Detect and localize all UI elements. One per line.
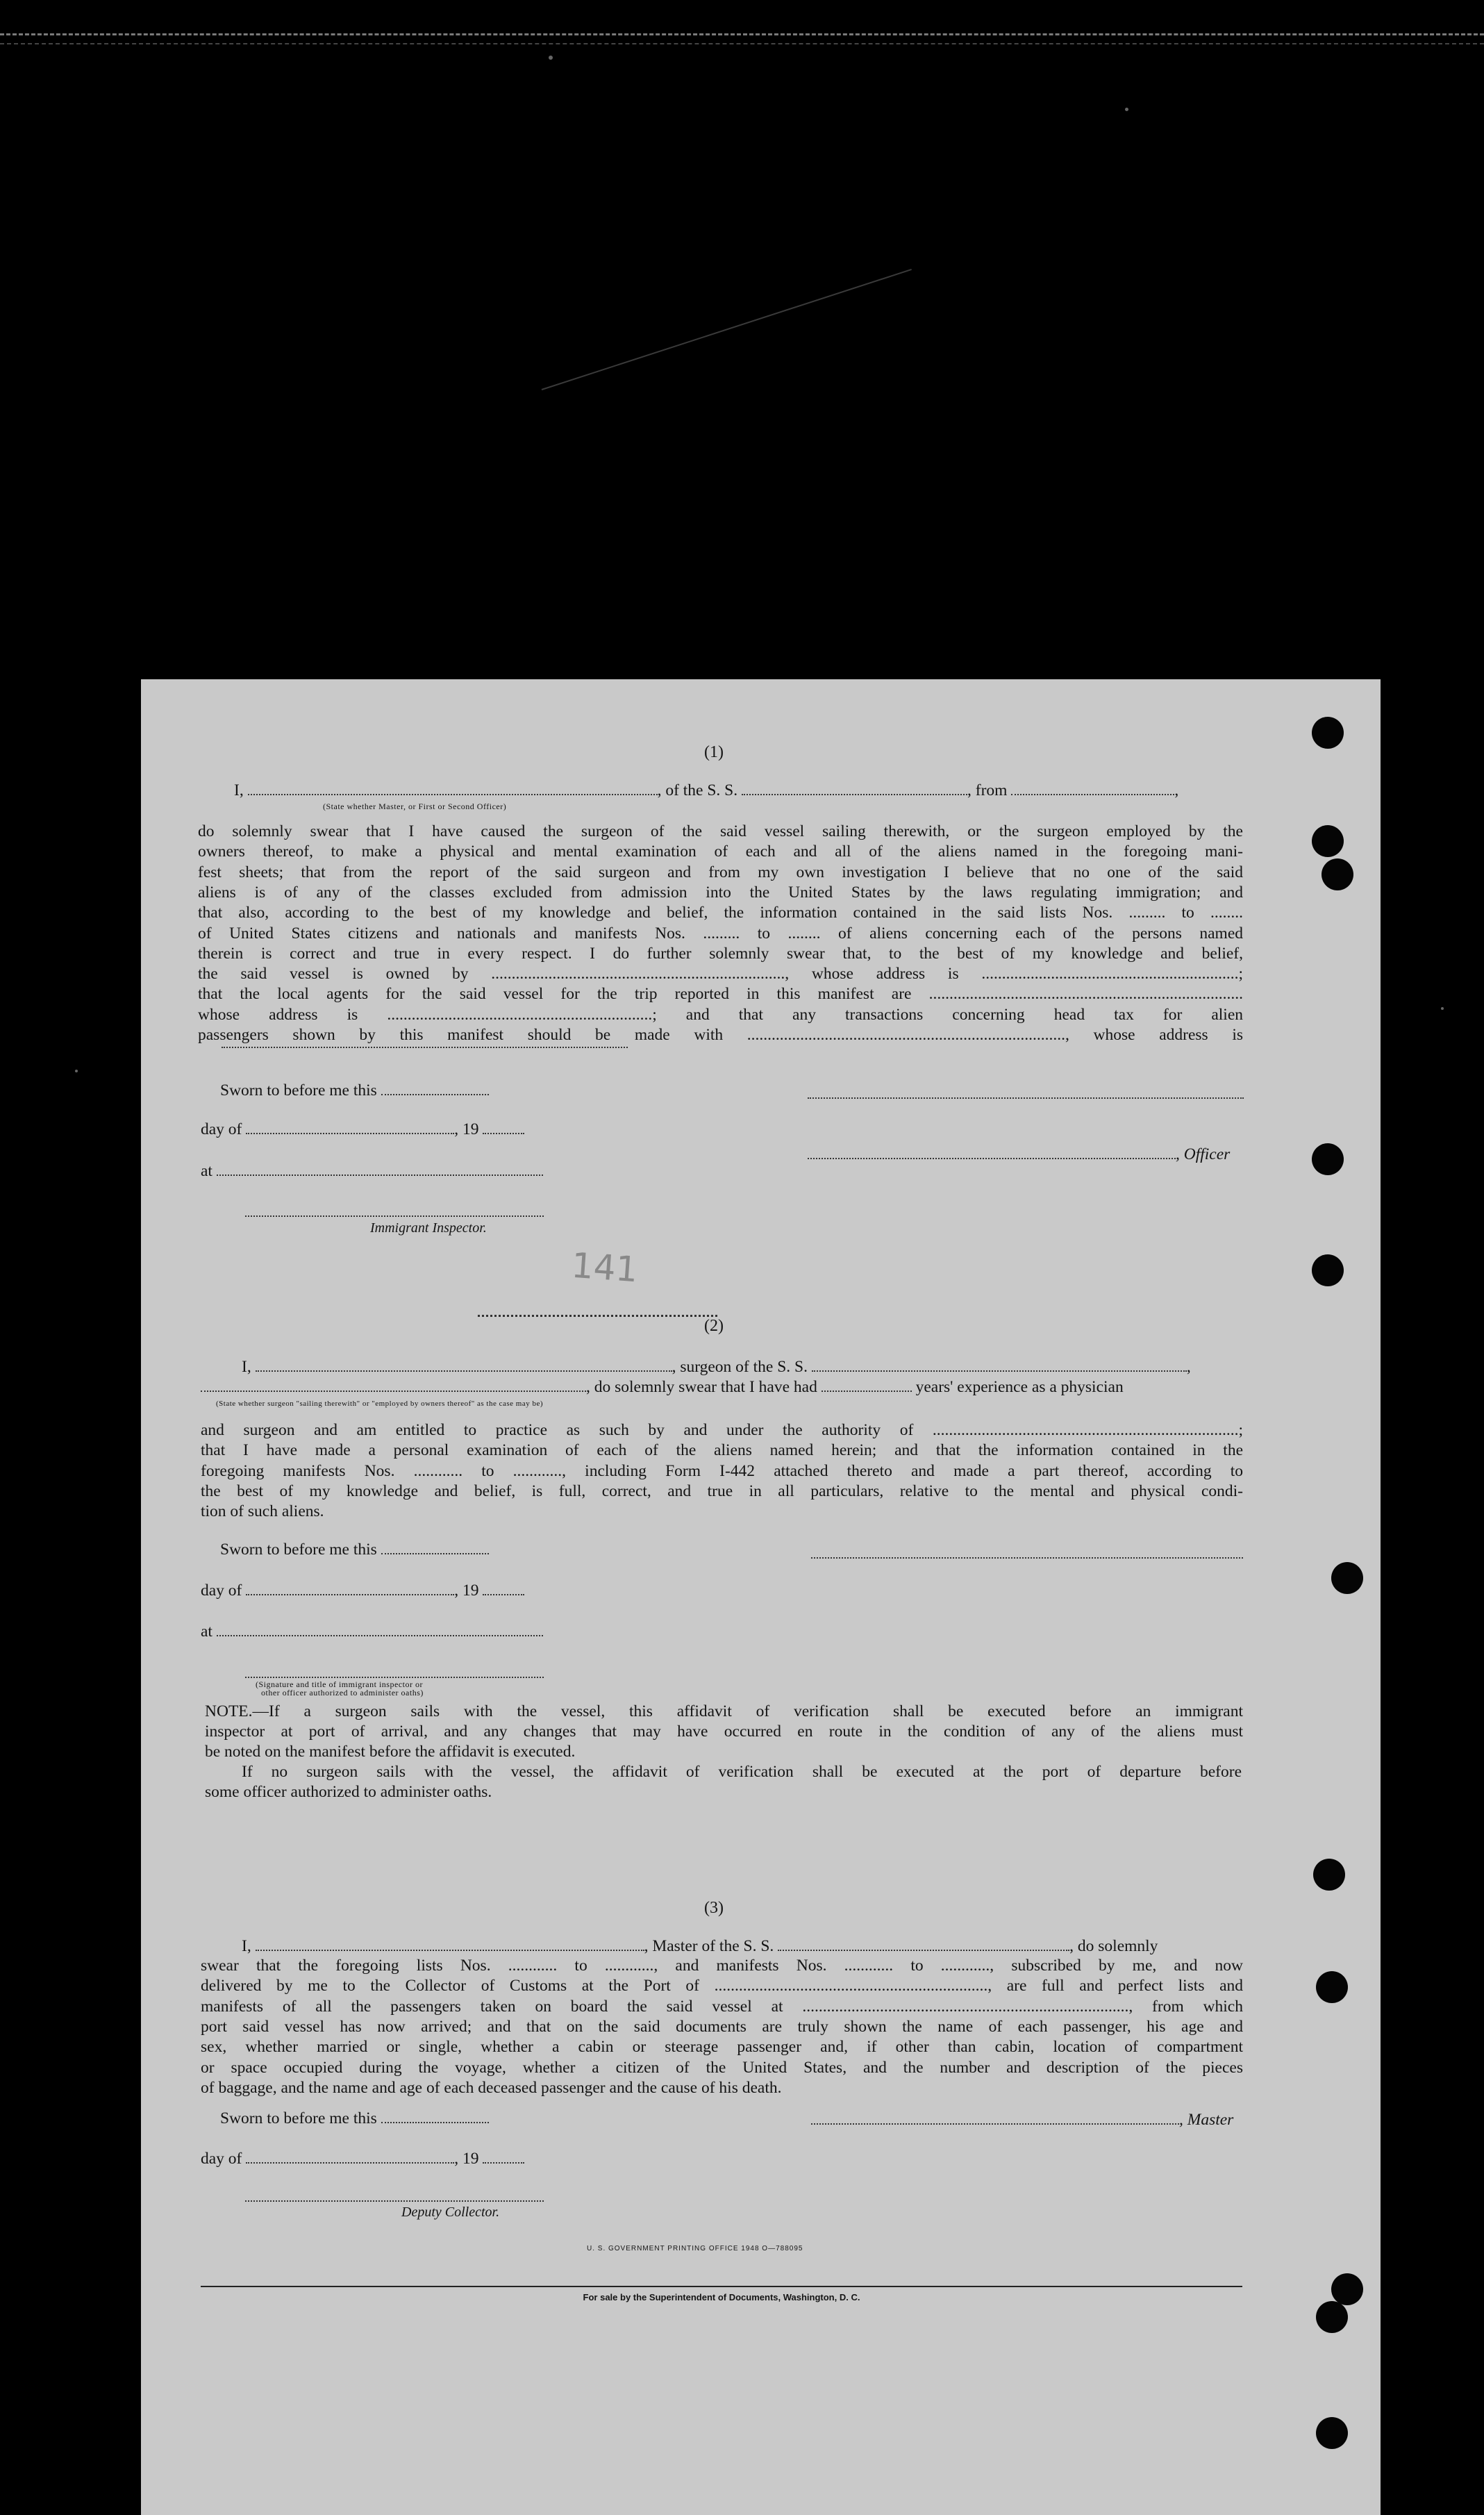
- master-line: [811, 2110, 1233, 2130]
- text: Sworn to before me this: [220, 1081, 377, 1099]
- film-speck: [1125, 108, 1128, 111]
- text: I,: [242, 1358, 251, 1376]
- binder-hole: [1312, 717, 1344, 749]
- text: day of: [201, 2150, 242, 2168]
- body-line: aliens is of any of the classes excluded from admission into the United States by the laws regulating immigration; and: [198, 883, 1243, 902]
- body-line: fest sheets; that from the report of the said surgeon and from my own investigation I believe that no one of the said: [198, 863, 1243, 881]
- note-2-last: some officer authorized to administer oaths.: [205, 1783, 492, 1801]
- binder-hole: [1312, 1254, 1344, 1286]
- blank-field: [1011, 783, 1174, 795]
- inspector-signature-line: [245, 1215, 544, 1217]
- text: ,: [1186, 1358, 1191, 1376]
- binder-hole: [1312, 825, 1344, 857]
- blank-field: [742, 783, 967, 795]
- blank-field: [256, 1359, 672, 1372]
- blank-field: [246, 1583, 454, 1595]
- text: , do solemnly swear that I have had: [586, 1378, 817, 1396]
- blank-field: [778, 1939, 1069, 1951]
- blank-field: [381, 2111, 489, 2123]
- section-3-line1: [242, 1936, 1158, 1957]
- film-scratch: [542, 269, 912, 390]
- text: , 19: [454, 2150, 479, 2168]
- printer-line: U. S. GOVERNMENT PRINTING OFFICE 1948 O—788095: [587, 2245, 803, 2252]
- day-line-2: [201, 1581, 524, 1601]
- section-3-body-last: of baggage, and the name and age of each deceased passenger and the cause of his death.: [201, 2079, 782, 2097]
- text: , Officer: [1176, 1145, 1231, 1163]
- binder-hole: [1331, 2273, 1363, 2305]
- body-line: that I have made a personal examination of each of the aliens named herein; and that the information contained in the: [201, 1441, 1243, 1460]
- affidavit-page: [141, 679, 1381, 2515]
- body-line: therein is correct and true in every respect. I do further solemnly swear that, to the best of my knowledge and belief,: [198, 944, 1243, 963]
- body-line: owners thereof, to make a physical and mental examination of each and all of the aliens named in the foregoing mani-: [198, 843, 1243, 861]
- binder-hole: [1316, 2417, 1348, 2449]
- body-line: foregoing manifests Nos. ............ to ............, including Form I-442 attached thereto and made a part thereof, according to: [201, 1461, 1243, 1480]
- day-line-3: [201, 2149, 524, 2169]
- master-caption: (State whether Master, or First or Second Officer): [323, 802, 507, 811]
- binder-hole: [1331, 1562, 1363, 1594]
- blank-field: [808, 1147, 1176, 1159]
- at-line-1: [201, 1161, 543, 1181]
- body-line: manifests of all the passengers taken on board the said vessel at ................................................................................, from which: [201, 1997, 1243, 2016]
- blank-field: [483, 2151, 524, 2164]
- body-line: sex, whether married or single, whether a cabin or steerage passenger and, if other than cabin, location of compartment: [201, 2038, 1243, 2057]
- binder-hole: [1316, 2301, 1348, 2333]
- text: , of the S. S.: [657, 781, 738, 799]
- section-1-line1: [234, 781, 1178, 801]
- signature-line: [811, 1557, 1243, 1559]
- body-line: port said vessel has now arrived; and that on the said documents are truly shown the name of each passenger, his age and: [201, 2017, 1243, 2036]
- body-line: whose address is .................................................................; and that any transactions concerning head tax for alien: [198, 1005, 1243, 1024]
- section-1-address-blank: [222, 1034, 1254, 1054]
- body-line: that the local agents for the said vessel for the trip reported in this manifest are .............................................................................: [198, 985, 1243, 1004]
- blank-field: [256, 1939, 644, 1951]
- blank-field: [483, 1122, 524, 1134]
- blank-field: [483, 1583, 524, 1595]
- stamp-mark: 141: [570, 1245, 640, 1290]
- deputy-signature-line: [245, 2200, 544, 2202]
- text: at: [201, 1622, 212, 1641]
- text: day of: [201, 1582, 242, 1600]
- blank-field: [381, 1542, 489, 1554]
- film-speck: [75, 1070, 78, 1072]
- body-line: the best of my knowledge and belief, is full, correct, and true in all particulars, relative to the mental and physical condi-: [201, 1481, 1243, 1500]
- note-2: If no surgeon sails with the vessel, the affidavit of verification shall be executed at the port of departure before: [242, 1763, 1242, 1781]
- binder-hole: [1322, 858, 1353, 890]
- blank-field: [822, 1379, 912, 1392]
- blank-field: [246, 1122, 454, 1134]
- film-speck: [1441, 1007, 1444, 1010]
- film-speck: [549, 56, 553, 60]
- body-line: passengers shown by this manifest should be made with .............................................................................., whose address is: [198, 1026, 1243, 1044]
- film-edge-rule: [0, 33, 1484, 35]
- inspector-signature-line: [245, 1677, 544, 1678]
- sworn-line-1: [220, 1081, 489, 1101]
- text: at: [201, 1162, 212, 1180]
- text: ,: [1174, 781, 1179, 799]
- section-2-body-last: tion of such aliens.: [201, 1502, 324, 1520]
- day-line-1: [201, 1120, 524, 1140]
- text: , 19: [454, 1120, 479, 1138]
- text: , surgeon of the S. S.: [672, 1358, 808, 1376]
- section-2-line2: [201, 1377, 1124, 1397]
- blank-field: [811, 2112, 1179, 2125]
- blank-field: [246, 2151, 454, 2164]
- officer-line: [808, 1145, 1230, 1165]
- body-line: or space occupied during the voyage, whether a citizen of the United States, and the number and description of the pieces: [201, 2058, 1243, 2077]
- section-1-number: (1): [704, 743, 724, 761]
- body-line: do solemnly swear that I have caused the surgeon of the said vessel sailing therewith, or the surgeon employed by the: [198, 822, 1243, 840]
- footer-rule: [201, 2286, 1242, 2287]
- body-line: and surgeon and am entitled to practice as such by and under the authority of ...........................................................................;: [201, 1421, 1243, 1439]
- blank-field: [217, 1163, 543, 1176]
- blank-field: [222, 1036, 628, 1048]
- text: , 19: [454, 1582, 479, 1600]
- text: I,: [242, 1937, 251, 1955]
- binder-hole: [1316, 1971, 1348, 2003]
- text: , from: [967, 781, 1008, 799]
- binder-hole: [1312, 1143, 1344, 1175]
- signature-line: [808, 1097, 1244, 1099]
- text: years' experience as a physician: [915, 1378, 1124, 1396]
- body-line: swear that the foregoing lists Nos. ............ to ............, and manifests Nos. ............ to ............, subscribed by me, and now: [201, 1957, 1243, 1975]
- sworn-line-3: [220, 2109, 489, 2129]
- body-line: delivered by me to the Collector of Customs at the Port of ..................................................................., are full and perfect lists and: [201, 1977, 1243, 1995]
- text: Sworn to before me this: [220, 2109, 377, 2127]
- body-line: the said vessel is owned by ........................................................................, whose address is ...............................................................;: [198, 965, 1243, 983]
- blank-field: [201, 1379, 586, 1392]
- text: Sworn to before me this: [220, 1541, 377, 1559]
- blank-field: [812, 1359, 1187, 1372]
- text: I,: [234, 781, 244, 799]
- blank-field: [381, 1083, 489, 1095]
- blank-field: [248, 783, 658, 795]
- signature-caption-2: other officer authorized to administer oaths): [261, 1688, 424, 1698]
- text: , Master: [1179, 2111, 1234, 2129]
- body-line: that also, according to the best of my knowledge and belief, the information contained in the said lists Nos. ......... to ........: [198, 904, 1243, 922]
- text: , do solemnly: [1069, 1937, 1158, 1955]
- signature-caption-1: (Signature and title of immigrant inspector or: [256, 1679, 423, 1689]
- section-2-line1: [242, 1357, 1191, 1377]
- footer-text: For sale by the Superintendent of Documents, Washington, D. C.: [583, 2292, 860, 2302]
- sworn-line-2: [220, 1540, 489, 1560]
- surgeon-caption: (State whether surgeon "sailing therewith" or "employed by owners thereof" as the case may be): [216, 1400, 544, 1408]
- at-line-2: [201, 1622, 543, 1642]
- binder-hole: [1313, 1859, 1345, 1891]
- text: day of: [201, 1120, 242, 1138]
- film-edge-rule: [0, 43, 1484, 44]
- inspector-caption: Immigrant Inspector.: [370, 1220, 487, 1236]
- text: , Master of the S. S.: [644, 1937, 774, 1955]
- body-line: of United States citizens and nationals and manifests Nos. ......... to ........ of aliens concerning each of the persons named: [198, 924, 1243, 943]
- body-line: inspector at port of arrival, and any changes that may have occurred en route in the condition of any of the aliens must: [205, 1723, 1243, 1741]
- note-last: be noted on the manifest before the affidavit is executed.: [205, 1743, 576, 1761]
- body-line: NOTE.—If a surgeon sails with the vessel, this affidavit of verification shall be executed before an immigrant: [205, 1702, 1243, 1720]
- section-3-number: (3): [704, 1899, 724, 1917]
- section-2-number: (2): [704, 1317, 724, 1335]
- deputy-caption: Deputy Collector.: [401, 2205, 500, 2220]
- blank-field: [217, 1624, 543, 1636]
